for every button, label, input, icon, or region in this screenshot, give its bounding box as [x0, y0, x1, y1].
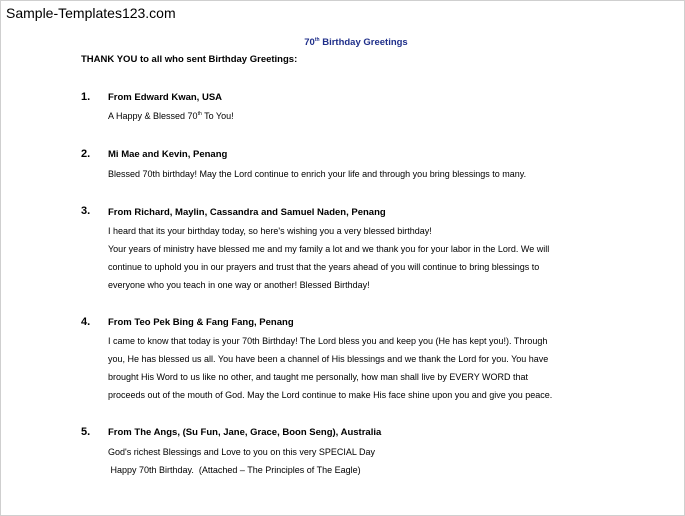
entry-number: 2.	[81, 148, 91, 160]
entry-number: 4.	[81, 316, 91, 328]
message-ordinal: th	[197, 111, 202, 117]
entry-heading: Mi Mae and Kevin, Penang	[108, 149, 228, 160]
entry-message-line	[108, 111, 234, 121]
entry-message-line: proceeds out of the mouth of God. May the Lord continue to make His face shine upon you and give you peace.	[108, 390, 553, 400]
entry-message-line: you, He has blessed us all. You have been a channel of His blessings and we thank the Lord for you. You have	[108, 354, 549, 364]
title-number: 70	[304, 37, 315, 49]
watermark: Sample-Templates123.com	[6, 5, 176, 21]
entry-message-line: Blessed 70th birthday! May the Lord continue to enrich your life and through you bring blessings to many.	[108, 169, 527, 179]
entry-message-line: Your years of ministry have blessed me and my family a lot and we thank you for your labor in the Lord. We will	[108, 244, 550, 254]
entry-heading: From The Angs, (Su Fun, Jane, Grace, Boon Seng), Australia	[108, 427, 382, 438]
entry-message-line: continue to uphold you in our prayers and trust that the years ahead of you will continue to bring blessings to	[108, 262, 540, 272]
entry-heading: From Edward Kwan, USA	[108, 92, 223, 103]
entry-message-line: Happy 70th Birthday. (Attached – The Principles of The Eagle)	[108, 465, 361, 475]
entry-heading: From Teo Pek Bing & Fang Fang, Penang	[108, 317, 294, 328]
message-text: A Happy & Blessed 70	[108, 111, 198, 121]
entry-message-line: I heard that its your birthday today, so here's wishing you a very blessed birthday!	[108, 226, 432, 236]
entry-heading: From Richard, Maylin, Cassandra and Samuel Naden, Penang	[108, 207, 386, 218]
message-text: To You!	[201, 111, 234, 121]
entry-number: 5.	[81, 426, 91, 438]
entry-number: 3.	[81, 205, 91, 217]
entry-message-line: brought His Word to us like no other, and taught me personally, how man shall live by EVERY WORD that	[108, 372, 529, 382]
document-title	[1, 37, 685, 48]
entry-message-line: I came to know that today is your 70th Birthday! The Lord bless you and keep you (He has kept you!). Through	[108, 336, 548, 346]
thanks-line: THANK YOU to all who sent Birthday Greetings:	[81, 54, 298, 65]
entry-message-line: God's richest Blessings and Love to you on this very SPECIAL Day	[108, 447, 376, 457]
title-ordinal: th	[314, 37, 320, 43]
entry-number: 1.	[81, 91, 91, 103]
entry-message-line: everyone who you teach in one way or another! Blessed Birthday!	[108, 280, 370, 290]
title-text: Birthday Greetings	[319, 37, 408, 49]
